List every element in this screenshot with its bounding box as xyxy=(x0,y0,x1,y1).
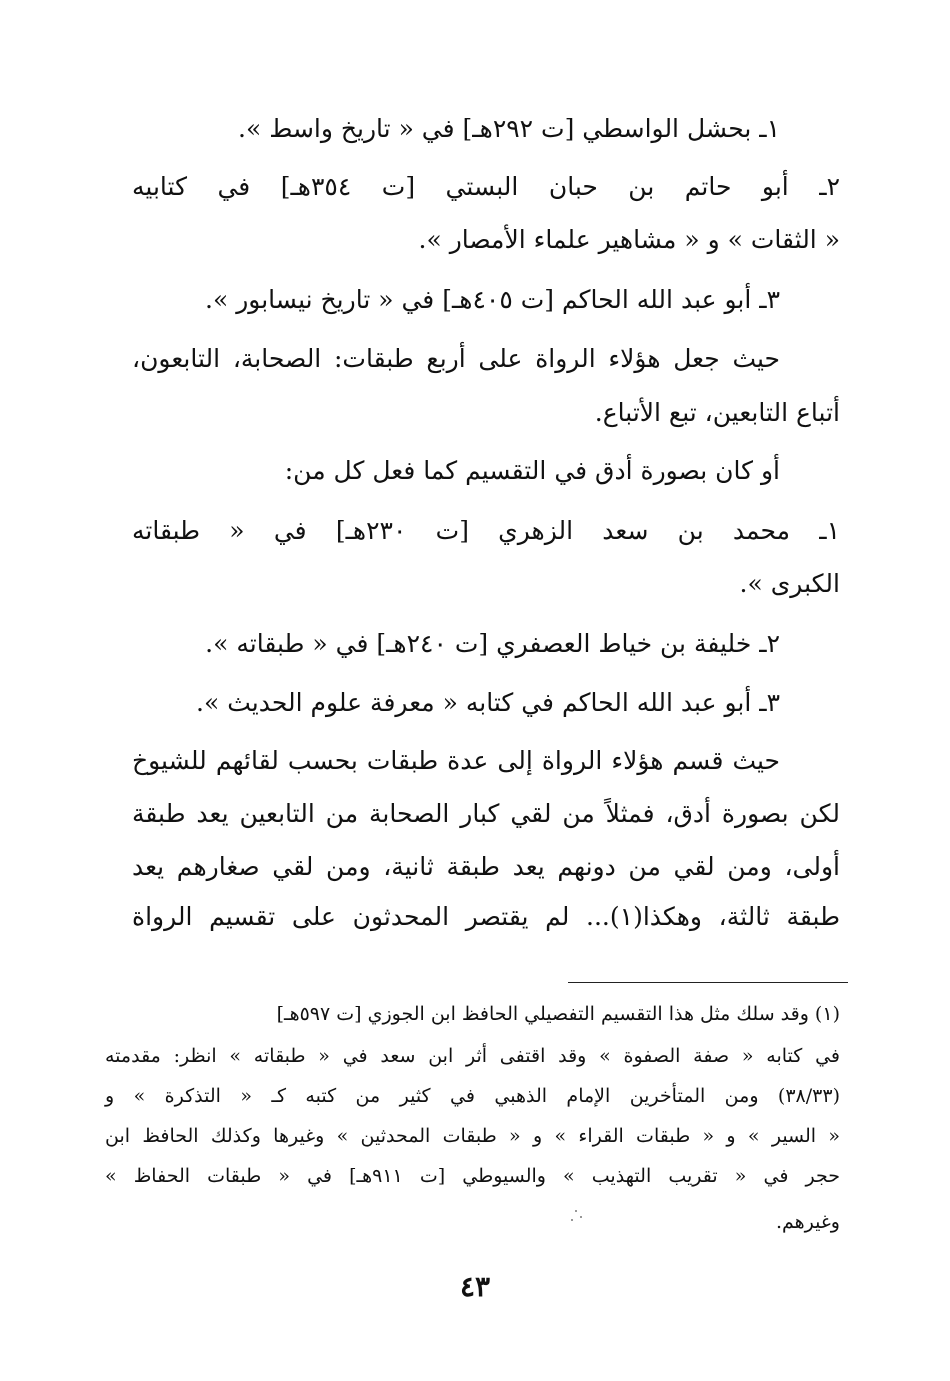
body-line: أتباع التابعين، تبع الأتباع. xyxy=(594,398,840,427)
body-line: حيث جعل هؤلاء الرواة على أربع طبقات: الصحابة، التابعون، xyxy=(132,344,780,373)
scan-speck xyxy=(571,1219,573,1221)
body-line: ١ـ محمد بن سعد الزهري [ت ٢٣٠هـ] في « طبقاته xyxy=(132,516,840,545)
footnote-line: (٣٨/٣٣) ومن المتأخرين الإمام الذهبي في كثير من كتبه كـ « التذكرة » و xyxy=(105,1085,840,1107)
body-line: ٣ـ أبو عبد الله الحاكم في كتابه « معرفة علوم الحديث ». xyxy=(196,688,780,717)
body-line: أولى، ومن لقي من دونهم يعد طبقة ثانية، ومن لقي صغارهم يعد xyxy=(132,852,840,881)
footnote-separator xyxy=(568,982,848,983)
footnote-line: حجر في « تقريب التهذيب » والسيوطي [ت ٩١١هـ] في « طبقات الحفاظ » xyxy=(105,1165,840,1187)
body-line: حيث قسم هؤلاء الرواة إلى عدة طبقات بحسب لقائهم للشيوخ xyxy=(132,746,780,775)
body-line: ٣ـ أبو عبد الله الحاكم [ت ٤٠٥هـ] في « تاريخ نيسابور ». xyxy=(205,285,780,314)
page-number: ٤٣ xyxy=(459,1270,491,1303)
body-line: ٢ـ أبو حاتم بن حبان البستي [ت ٣٥٤هـ] في كتابيه xyxy=(132,172,840,201)
body-line: طبقة ثالثة، وهكذا(١)... لم يقتصر المحدثون على تقسيم الرواة xyxy=(132,902,840,931)
footnote-line: في كتابه « صفة الصفوة » وقد اقتفى أثر ابن سعد في « طبقاته » انظر: مقدمته xyxy=(105,1045,840,1067)
footnote-line: وغيرهم. xyxy=(775,1211,840,1233)
footnote-line: (١) وقد سلك مثل هذا التقسيم التفصيلي الحافظ ابن الجوزي [ت ٥٩٧هـ] xyxy=(276,1003,840,1025)
body-line: أو كان بصورة أدق في التقسيم كما فعل كل من: xyxy=(284,456,780,485)
footnote-line: « السير » و « طبقات القراء » و « طبقات المحدثين » وغيرها وكذلك الحافظ ابن xyxy=(105,1125,840,1147)
body-line: ٢ـ خليفة بن خياط العصفري [ت ٢٤٠هـ] في « طبقاته ». xyxy=(205,629,780,658)
body-line: الكبرى ». xyxy=(739,569,840,598)
scan-speck xyxy=(575,1210,577,1212)
body-line: ١ـ بحشل الواسطي [ت ٢٩٢هـ] في « تاريخ واسط ». xyxy=(238,114,780,143)
body-line: لكن بصورة أدق، فمثلاً من لقي كبار الصحابة من التابعين يعد طبقة xyxy=(132,799,840,828)
body-line: « الثقات » و « مشاهير علماء الأمصار ». xyxy=(418,225,840,254)
scan-speck xyxy=(580,1216,582,1218)
